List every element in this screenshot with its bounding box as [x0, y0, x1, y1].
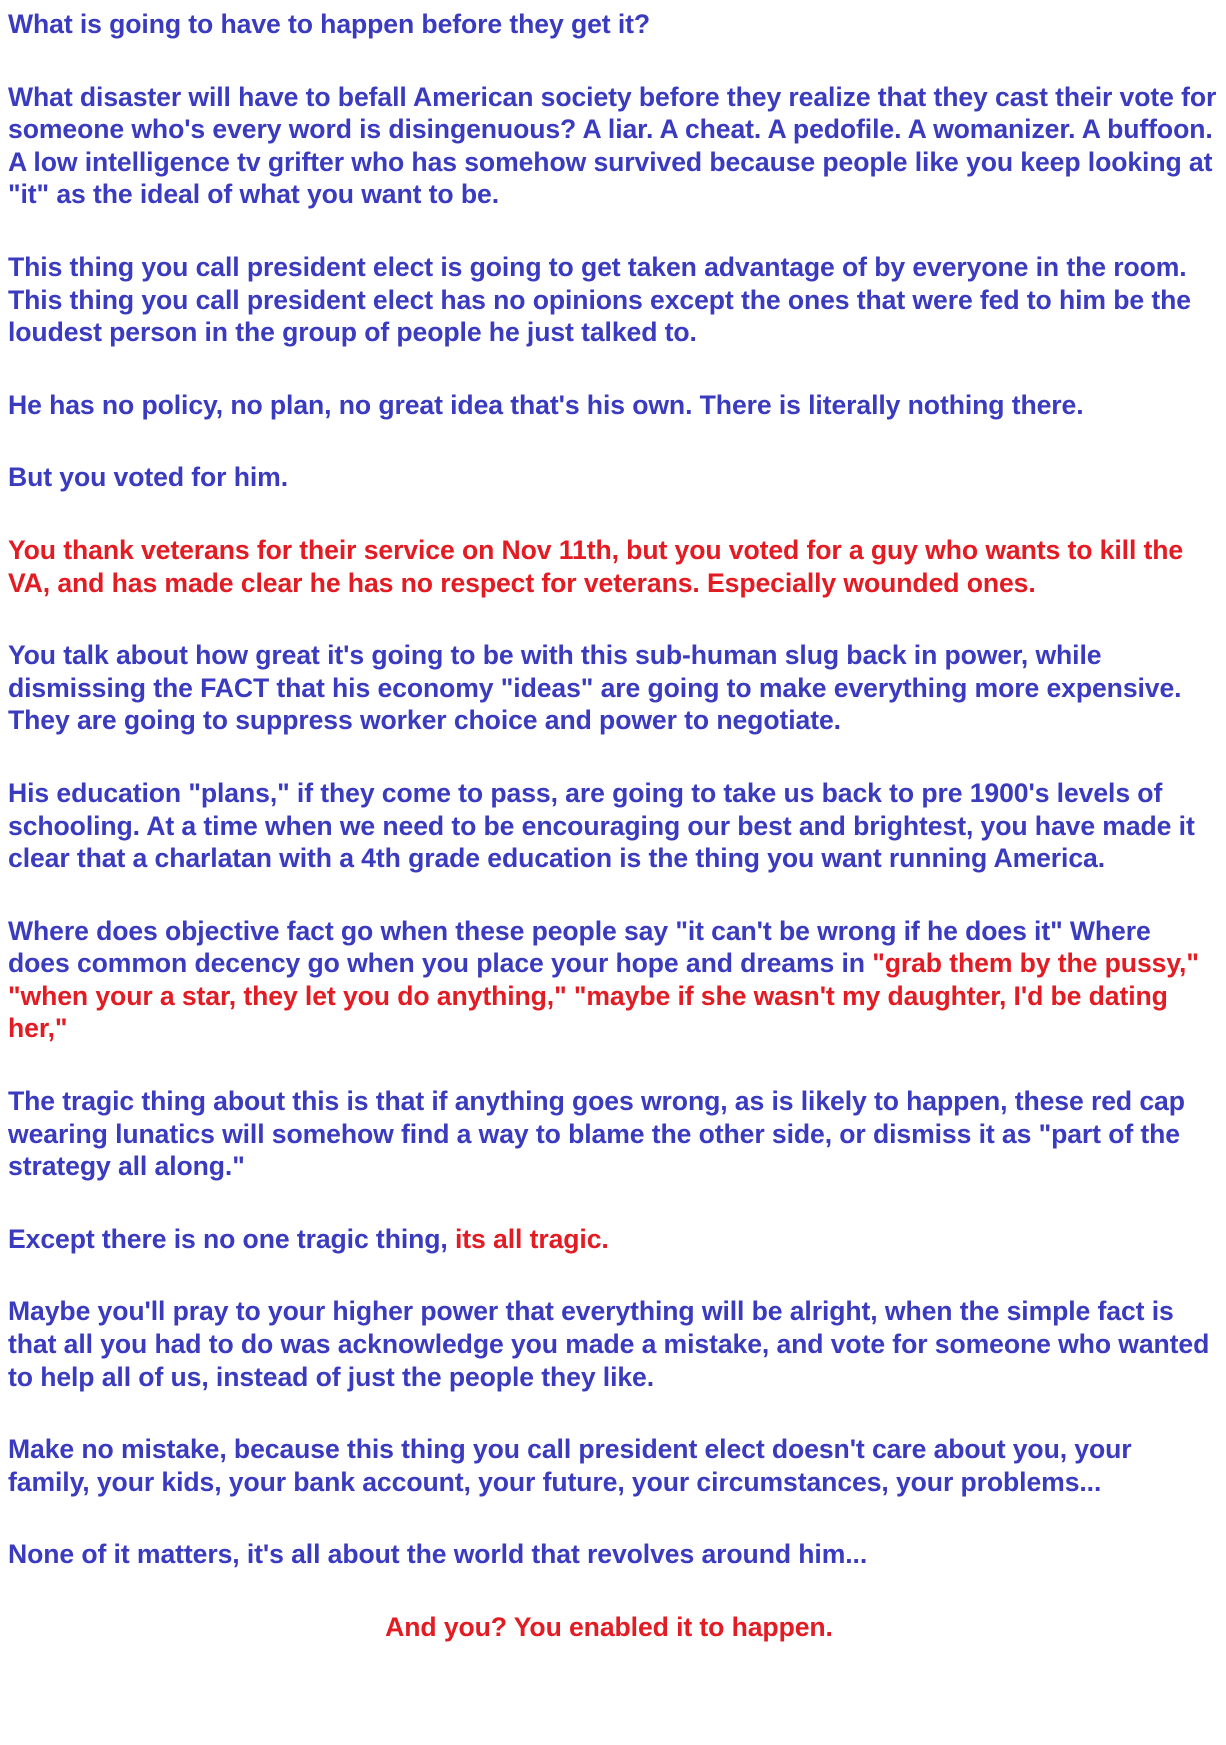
paragraph-all-tragic: [8, 1223, 1218, 1256]
paragraph-president-elect: This thing you call president elect is going to get taken advantage of by everyone in the room. This thing you call president elect has no opinions except the ones that were fed to him be the loudest person in the group of people he just talked to.: [8, 251, 1191, 348]
paragraph-disaster: What disaster will have to befall American society before they realize that they cast their vote for someone who's every word is disingenuous? A liar. A cheat. A pedofile. A womanizer. A buffoon. A low intelligence tv grifter who has somehow survived because people like you keep looking at "it" as the ideal of what you want to be.: [8, 81, 1217, 210]
paragraph-objective-fact-quotes: "grab them by the pussy," "when your a star, they let you do anything," "maybe if she wasn't my daughter, I'd be dating her,": [8, 948, 1199, 1044]
paragraph-veterans: You thank veterans for their service on Nov 11th, but you voted for a guy who wants to kill the VA, and has made clear he has no respect for veterans. Especially wounded ones.: [8, 534, 1184, 598]
paragraph-opening-question: What is going to have to happen before they get it?: [8, 9, 651, 39]
paragraph-tragic-thing: The tragic thing about this is that if anything goes wrong, as is likely to happen, these red cap wearing lunatics will somehow find a way to blame the other side, or dismiss it as "part of the strategy all along.": [8, 1086, 1185, 1182]
paragraph-economy: You talk about how great it's going to be with this sub-human slug back in power, while dismissing the FACT that his economy "ideas" are going to make everything more expensive. They are going to suppress worker choice and power to negotiate.: [8, 640, 1182, 736]
paragraph-voted-for-him: But you voted for him.: [8, 462, 288, 493]
paragraph-make-no-mistake: Make no mistake, because this thing you call president elect doesn't care about you, your family, your kids, your bank account, your future, your circumstances, your problems...: [8, 1434, 1132, 1497]
paragraph-higher-power: Maybe you'll pray to your higher power that everything will be alright, when the simple fact is that all you had to do was acknowledge you made a mistake, and vote for someone who wanted to help all of us, instead of just the people they like.: [8, 1296, 1210, 1392]
paragraph-all-tragic-highlight: its all tragic.: [455, 1223, 609, 1254]
paragraph-all-tragic-text: Except there is no one tragic thing,: [8, 1223, 455, 1254]
paragraph-objective-fact-text: Where does objective fact go when these people say "it can't be wrong if he does it" Where does common decency go when you place your hope and dreams in: [8, 915, 1151, 979]
document-body: [8, 8, 1218, 1644]
paragraph-none-of-it-matters: None of it matters, it's all about the world that revolves around him...: [8, 1539, 868, 1570]
paragraph-objective-fact: [8, 915, 1218, 1045]
paragraph-education: His education "plans," if they come to pass, are going to take us back to pre 1900's levels of schooling. At a time when we need to be encouraging our best and brightest, you have made it clear that a charlatan with a 4th grade education is the thing you want running America.: [8, 777, 1195, 874]
paragraph-no-policy: He has no policy, no plan, no great idea that's his own. There is literally nothing there.: [8, 389, 1084, 420]
closing-line: And you? You enabled it to happen.: [385, 1612, 833, 1642]
